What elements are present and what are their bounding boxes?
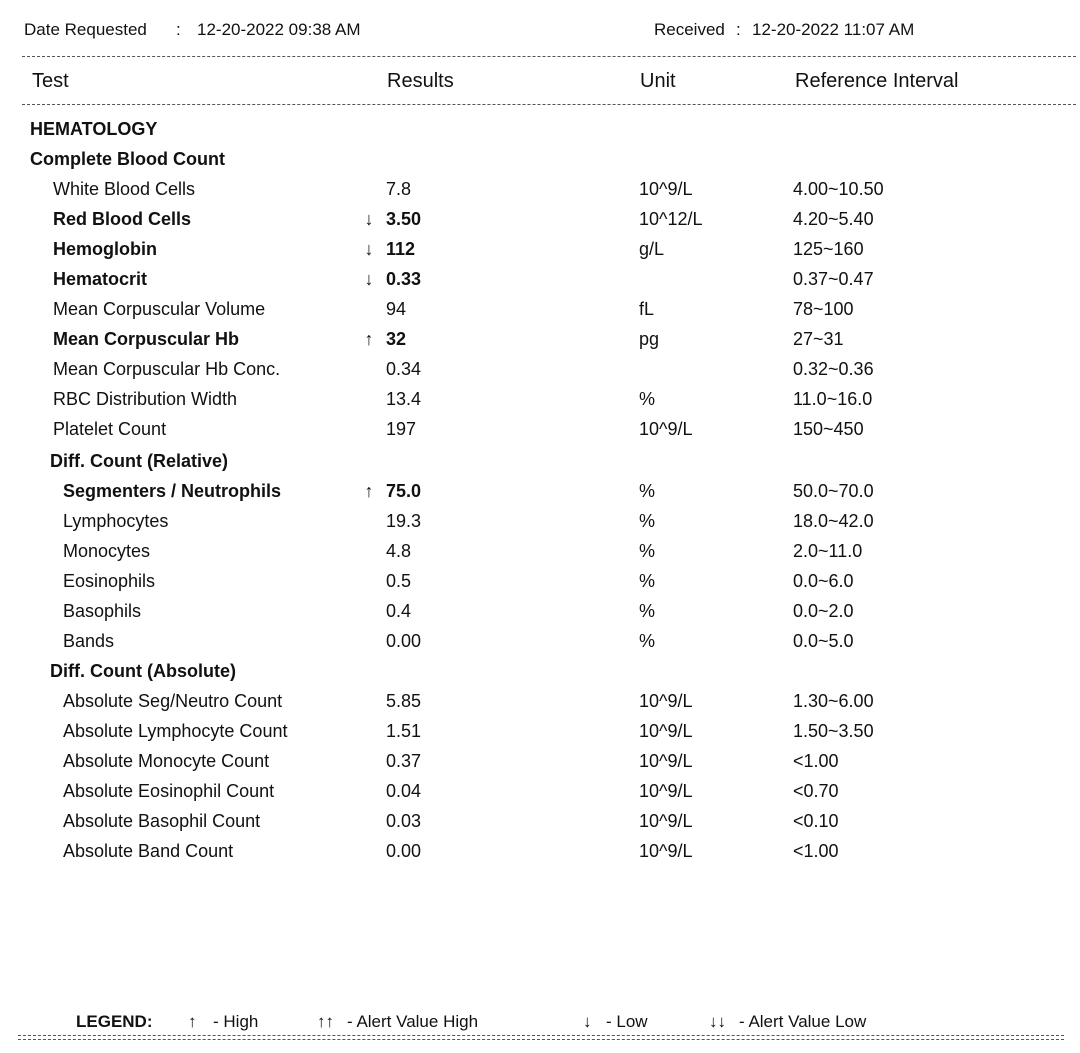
reference-interval: 1.50~3.50 xyxy=(793,721,874,741)
table-row xyxy=(0,506,1080,536)
test-name: Mean Corpuscular Hb xyxy=(53,329,240,349)
result-unit: pg xyxy=(639,329,660,349)
section-hematology xyxy=(0,114,1080,144)
table-row xyxy=(0,414,1080,444)
column-header-reference: Reference Interval xyxy=(795,70,959,92)
test-name: Lymphocytes xyxy=(63,511,169,531)
section-diff-relative xyxy=(0,446,1080,476)
header-top-divider xyxy=(22,56,1076,57)
table-row xyxy=(0,324,1080,354)
result-value: 0.00 xyxy=(386,631,422,651)
reference-interval: 125~160 xyxy=(793,239,864,259)
table-row xyxy=(0,384,1080,414)
table-row xyxy=(0,264,1080,294)
test-name: Absolute Eosinophil Count xyxy=(63,781,275,801)
result-value: 0.37 xyxy=(386,751,422,771)
reference-interval: 11.0~16.0 xyxy=(793,389,873,409)
result-unit: 10^9/L xyxy=(639,781,693,801)
reference-interval: <1.00 xyxy=(793,751,839,771)
reference-interval: 150~450 xyxy=(793,419,864,439)
test-name: White Blood Cells xyxy=(53,179,196,199)
reference-interval: 4.00~10.50 xyxy=(793,179,884,199)
result-value: 7.8 xyxy=(386,179,412,199)
reference-interval: 0.0~2.0 xyxy=(793,601,854,621)
table-row xyxy=(0,746,1080,776)
table-row xyxy=(0,234,1080,264)
section-diff-absolute xyxy=(0,656,1080,686)
test-name: Segmenters / Neutrophils xyxy=(63,481,282,501)
result-value: 197 xyxy=(386,419,417,439)
result-value: 112 xyxy=(386,239,416,259)
test-name: Absolute Monocyte Count xyxy=(63,751,270,771)
test-name: Eosinophils xyxy=(63,571,156,591)
legend-high-text: - High xyxy=(213,1012,259,1031)
table-row xyxy=(0,836,1080,866)
section-title: Complete Blood Count xyxy=(30,149,225,169)
result-unit: % xyxy=(639,541,656,561)
result-value: 0.03 xyxy=(386,811,422,831)
result-value: 0.04 xyxy=(386,781,422,801)
reference-interval: 0.0~6.0 xyxy=(793,571,854,591)
high-arrow-icon: ↑ xyxy=(188,1012,197,1031)
reference-interval: 27~31 xyxy=(793,329,844,349)
result-flag-icon: ↓ xyxy=(364,239,374,259)
result-unit: 10^9/L xyxy=(639,691,693,711)
reference-interval: <1.00 xyxy=(793,841,839,861)
result-unit: % xyxy=(639,571,656,591)
table-row xyxy=(0,716,1080,746)
table-row xyxy=(0,476,1080,506)
column-header-results: Results xyxy=(387,70,454,92)
alert-low-arrows-icon: ↓↓ xyxy=(709,1012,726,1031)
result-value: 13.4 xyxy=(386,389,422,409)
reference-interval: 50.0~70.0 xyxy=(793,481,874,501)
received-separator: : xyxy=(736,20,741,39)
test-name: Absolute Lymphocyte Count xyxy=(63,721,288,741)
test-name: RBC Distribution Width xyxy=(53,389,238,409)
legend-low-text: - Low xyxy=(606,1012,648,1031)
section-cbc xyxy=(0,144,1080,174)
header-bottom-divider xyxy=(22,104,1076,105)
table-row xyxy=(0,294,1080,324)
result-value: 32 xyxy=(386,329,407,349)
test-name: Mean Corpuscular Hb Conc. xyxy=(53,359,281,379)
result-flag-icon: ↓ xyxy=(364,269,374,289)
test-name: Mean Corpuscular Volume xyxy=(53,299,266,319)
result-unit: % xyxy=(639,389,656,409)
result-unit: % xyxy=(639,511,656,531)
legend-label: LEGEND: xyxy=(76,1012,153,1031)
received-value: 12-20-2022 11:07 AM xyxy=(752,20,915,39)
result-unit: % xyxy=(639,631,656,651)
column-header-unit: Unit xyxy=(640,70,676,92)
result-unit: 10^9/L xyxy=(639,751,693,771)
received-label: Received xyxy=(654,20,725,39)
result-value: 4.8 xyxy=(386,541,412,561)
result-unit: 10^9/L xyxy=(639,721,693,741)
test-name: Bands xyxy=(63,631,115,651)
result-value: 0.34 xyxy=(386,359,422,379)
low-arrow-icon: ↓ xyxy=(583,1012,592,1031)
table-row xyxy=(0,686,1080,716)
section-title: Diff. Count (Relative) xyxy=(50,451,228,471)
test-name: Basophils xyxy=(63,601,142,621)
date-requested-label: Date Requested xyxy=(24,20,147,39)
result-unit: % xyxy=(639,601,656,621)
reference-interval: 18.0~42.0 xyxy=(793,511,874,531)
result-value: 3.50 xyxy=(386,209,422,229)
table-row xyxy=(0,566,1080,596)
reference-interval: 0.37~0.47 xyxy=(793,269,874,289)
result-unit: 10^9/L xyxy=(639,811,693,831)
column-header-test: Test xyxy=(32,70,69,92)
reference-interval: 2.0~11.0 xyxy=(793,541,863,561)
result-unit: % xyxy=(639,481,656,501)
test-name: Absolute Band Count xyxy=(63,841,234,861)
date-requested-separator: : xyxy=(176,20,181,39)
table-row xyxy=(0,626,1080,656)
result-value: 94 xyxy=(386,299,407,319)
table-row xyxy=(0,174,1080,204)
reference-interval: 1.30~6.00 xyxy=(793,691,874,711)
test-name: Monocytes xyxy=(63,541,151,561)
reference-interval: <0.10 xyxy=(793,811,839,831)
result-unit: 10^9/L xyxy=(639,841,693,861)
reference-interval: 78~100 xyxy=(793,299,854,319)
result-flag-icon: ↑ xyxy=(364,481,374,501)
alert-high-arrows-icon: ↑↑ xyxy=(317,1012,334,1031)
table-row xyxy=(0,354,1080,384)
result-value: 5.85 xyxy=(386,691,422,711)
section-title: Diff. Count (Absolute) xyxy=(50,661,236,681)
reference-interval: 4.20~5.40 xyxy=(793,209,874,229)
table-row xyxy=(0,596,1080,626)
test-name: Hemoglobin xyxy=(53,239,157,259)
test-name: Absolute Seg/Neutro Count xyxy=(63,691,283,711)
result-unit: 10^12/L xyxy=(639,209,703,229)
result-value: 19.3 xyxy=(386,511,422,531)
section-title: HEMATOLOGY xyxy=(30,119,158,139)
result-flag-icon: ↓ xyxy=(364,209,374,229)
date-requested-value: 12-20-2022 09:38 AM xyxy=(197,20,361,39)
table-row xyxy=(0,806,1080,836)
reference-interval: <0.70 xyxy=(793,781,839,801)
legend-alert-low-text: - Alert Value Low xyxy=(739,1012,867,1031)
footer-double-divider xyxy=(18,1035,1064,1040)
result-value: 1.51 xyxy=(386,721,422,741)
table-row xyxy=(0,204,1080,234)
legend-alert-high-text: - Alert Value High xyxy=(347,1012,479,1031)
result-value: 0.33 xyxy=(386,269,422,289)
result-unit: g/L xyxy=(639,239,665,259)
test-name: Hematocrit xyxy=(53,269,148,289)
result-value: 0.5 xyxy=(386,571,412,591)
result-unit: fL xyxy=(639,299,655,319)
reference-interval: 0.32~0.36 xyxy=(793,359,874,379)
test-name: Platelet Count xyxy=(53,419,167,439)
table-row xyxy=(0,776,1080,806)
result-unit: 10^9/L xyxy=(639,419,693,439)
table-row xyxy=(0,536,1080,566)
result-flag-icon: ↑ xyxy=(364,329,374,349)
test-name: Red Blood Cells xyxy=(53,209,192,229)
result-value: 75.0 xyxy=(386,481,422,501)
result-unit: 10^9/L xyxy=(639,179,693,199)
result-value: 0.4 xyxy=(386,601,412,621)
reference-interval: 0.0~5.0 xyxy=(793,631,854,651)
test-name: Absolute Basophil Count xyxy=(63,811,261,831)
legend xyxy=(0,1010,1080,1034)
result-value: 0.00 xyxy=(386,841,422,861)
